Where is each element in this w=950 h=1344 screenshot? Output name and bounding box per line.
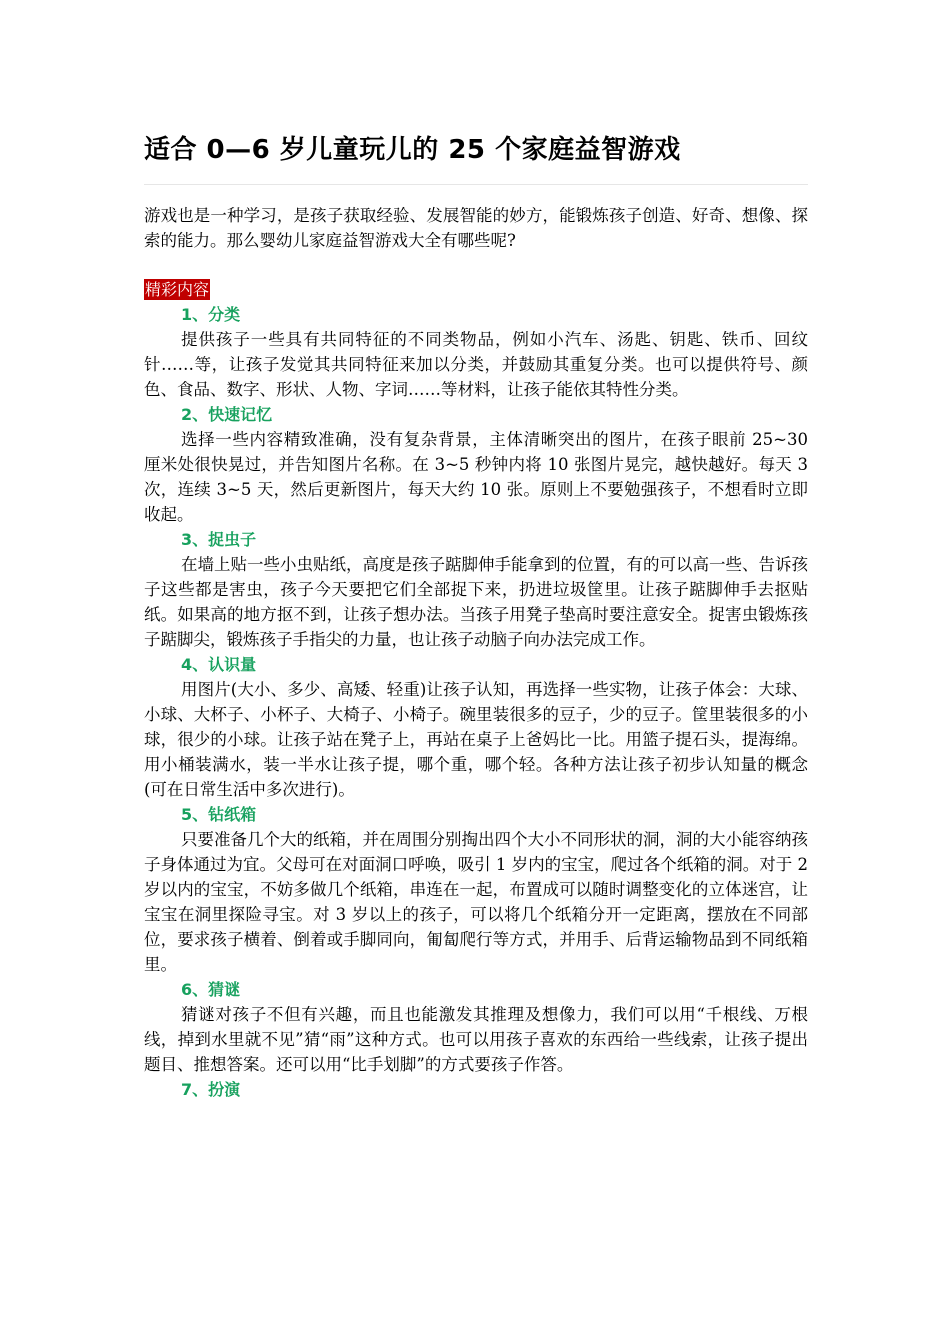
section-3 — [144, 527, 808, 652]
section-heading: 7、扮演 — [181, 1080, 241, 1099]
section-heading: 3、捉虫子 — [181, 530, 257, 549]
document-page — [144, 128, 808, 1102]
section-body: 在墙上贴一些小虫贴纸，高度是孩子踮脚伸手能拿到的位置，有的可以高一些、告诉孩子这些都是害虫，孩子今天要把它们全部捉下来，扔进垃圾筐里。让孩子踮脚伸手去抠贴纸。如果高的地方抠不到，让孩子想办法。当孩子用凳子垫高时要注意安全。捉害虫锻炼孩子踮脚尖，锻炼孩子手指尖的力量，也让孩子动脑子向办法完成工作。 — [144, 555, 808, 649]
section-body: 提供孩子一些具有共同特征的不同类物品，例如小汽车、汤匙、钥匙、铁币、回纹针……等，让孩子发觉其共同特征来加以分类，并鼓励其重复分类。也可以提供符号、颜色、食品、数字、形状、人物、字词……等材料，让孩子能依其特性分类。 — [144, 330, 808, 399]
section-heading: 1、分类 — [181, 305, 241, 324]
section-5 — [144, 802, 808, 977]
section-heading: 2、快速记忆 — [181, 405, 273, 424]
section-body: 猜谜对孩子不但有兴趣，而且也能激发其推理及想像力，我们可以用“千根线、万根线，掉到水里就不见”猜“雨”这种方式。也可以用孩子喜欢的东西给一些线索，让孩子提出题目、推想答案。还可以用“比手划脚”的方式要孩子作答。 — [144, 1005, 808, 1074]
section-body: 选择一些内容精致准确，没有复杂背景，主体清晰突出的图片，在孩子眼前 25~30 厘米处很快晃过，并告知图片名称。在 3~5 秒钟内将 10 张图片晃完，越快越好。每天 3 次，连续 3~5 天，然后更新图片，每天大约 10 张。原则上不要勉强孩子，不想看时立即收起。 — [144, 430, 808, 524]
section-body: 用图片(大小、多少、高矮、轻重)让孩子认知，再选择一些实物，让孩子体会：大球、小球、大杯子、小杯子、大椅子、小椅子。碗里装很多的豆子，少的豆子。筐里装很多的小球，很少的小球。让孩子站在凳子上，再站在桌子上爸妈比一比。用篮子提石头，提海绵。用小桶装满水，装一半水让孩子提，哪个重，哪个轻。各种方法让孩子初步认知量的概念(可在日常生活中多次进行)。 — [144, 680, 808, 799]
page-title: 适合 0—6 岁儿童玩儿的 25 个家庭益智游戏 — [144, 135, 681, 165]
intro-paragraph: 游戏也是一种学习，是孩子获取经验、发展智能的妙方，能锻炼孩子创造、好奇、想像、探索的能力。那么婴幼儿家庭益智游戏大全有哪些呢? — [144, 206, 808, 250]
section-heading: 4、认识量 — [181, 655, 257, 674]
section-heading: 5、钻纸箱 — [181, 805, 257, 824]
highlight-tag-row — [144, 278, 808, 302]
section-6 — [144, 977, 808, 1077]
section-2 — [144, 402, 808, 527]
section-body: 只要准备几个大的纸箱，并在周围分别掏出四个大小不同形状的洞，洞的大小能容纳孩子身体通过为宜。父母可在对面洞口呼唤，吸引 1 岁内的宝宝，爬过各个纸箱的洞。对于 2 岁以内的宝宝，不妨多做几个纸箱，串连在一起，布置成可以随时调整变化的立体迷宫，让宝宝在洞里探险寻宝。对 3 岁以上的孩子，可以将几个纸箱分开一定距离，摆放在不同部位，要求孩子横着、倒着或手脚同向，匍匐爬行等方式，并用手、后背运输物品到不同纸箱里。 — [144, 830, 808, 974]
title-divider — [144, 184, 808, 185]
highlight-tag: 精彩内容 — [145, 280, 210, 299]
section-heading: 6、猜谜 — [181, 980, 241, 999]
section-4 — [144, 652, 808, 802]
section-1 — [144, 302, 808, 402]
section-7 — [144, 1077, 808, 1102]
